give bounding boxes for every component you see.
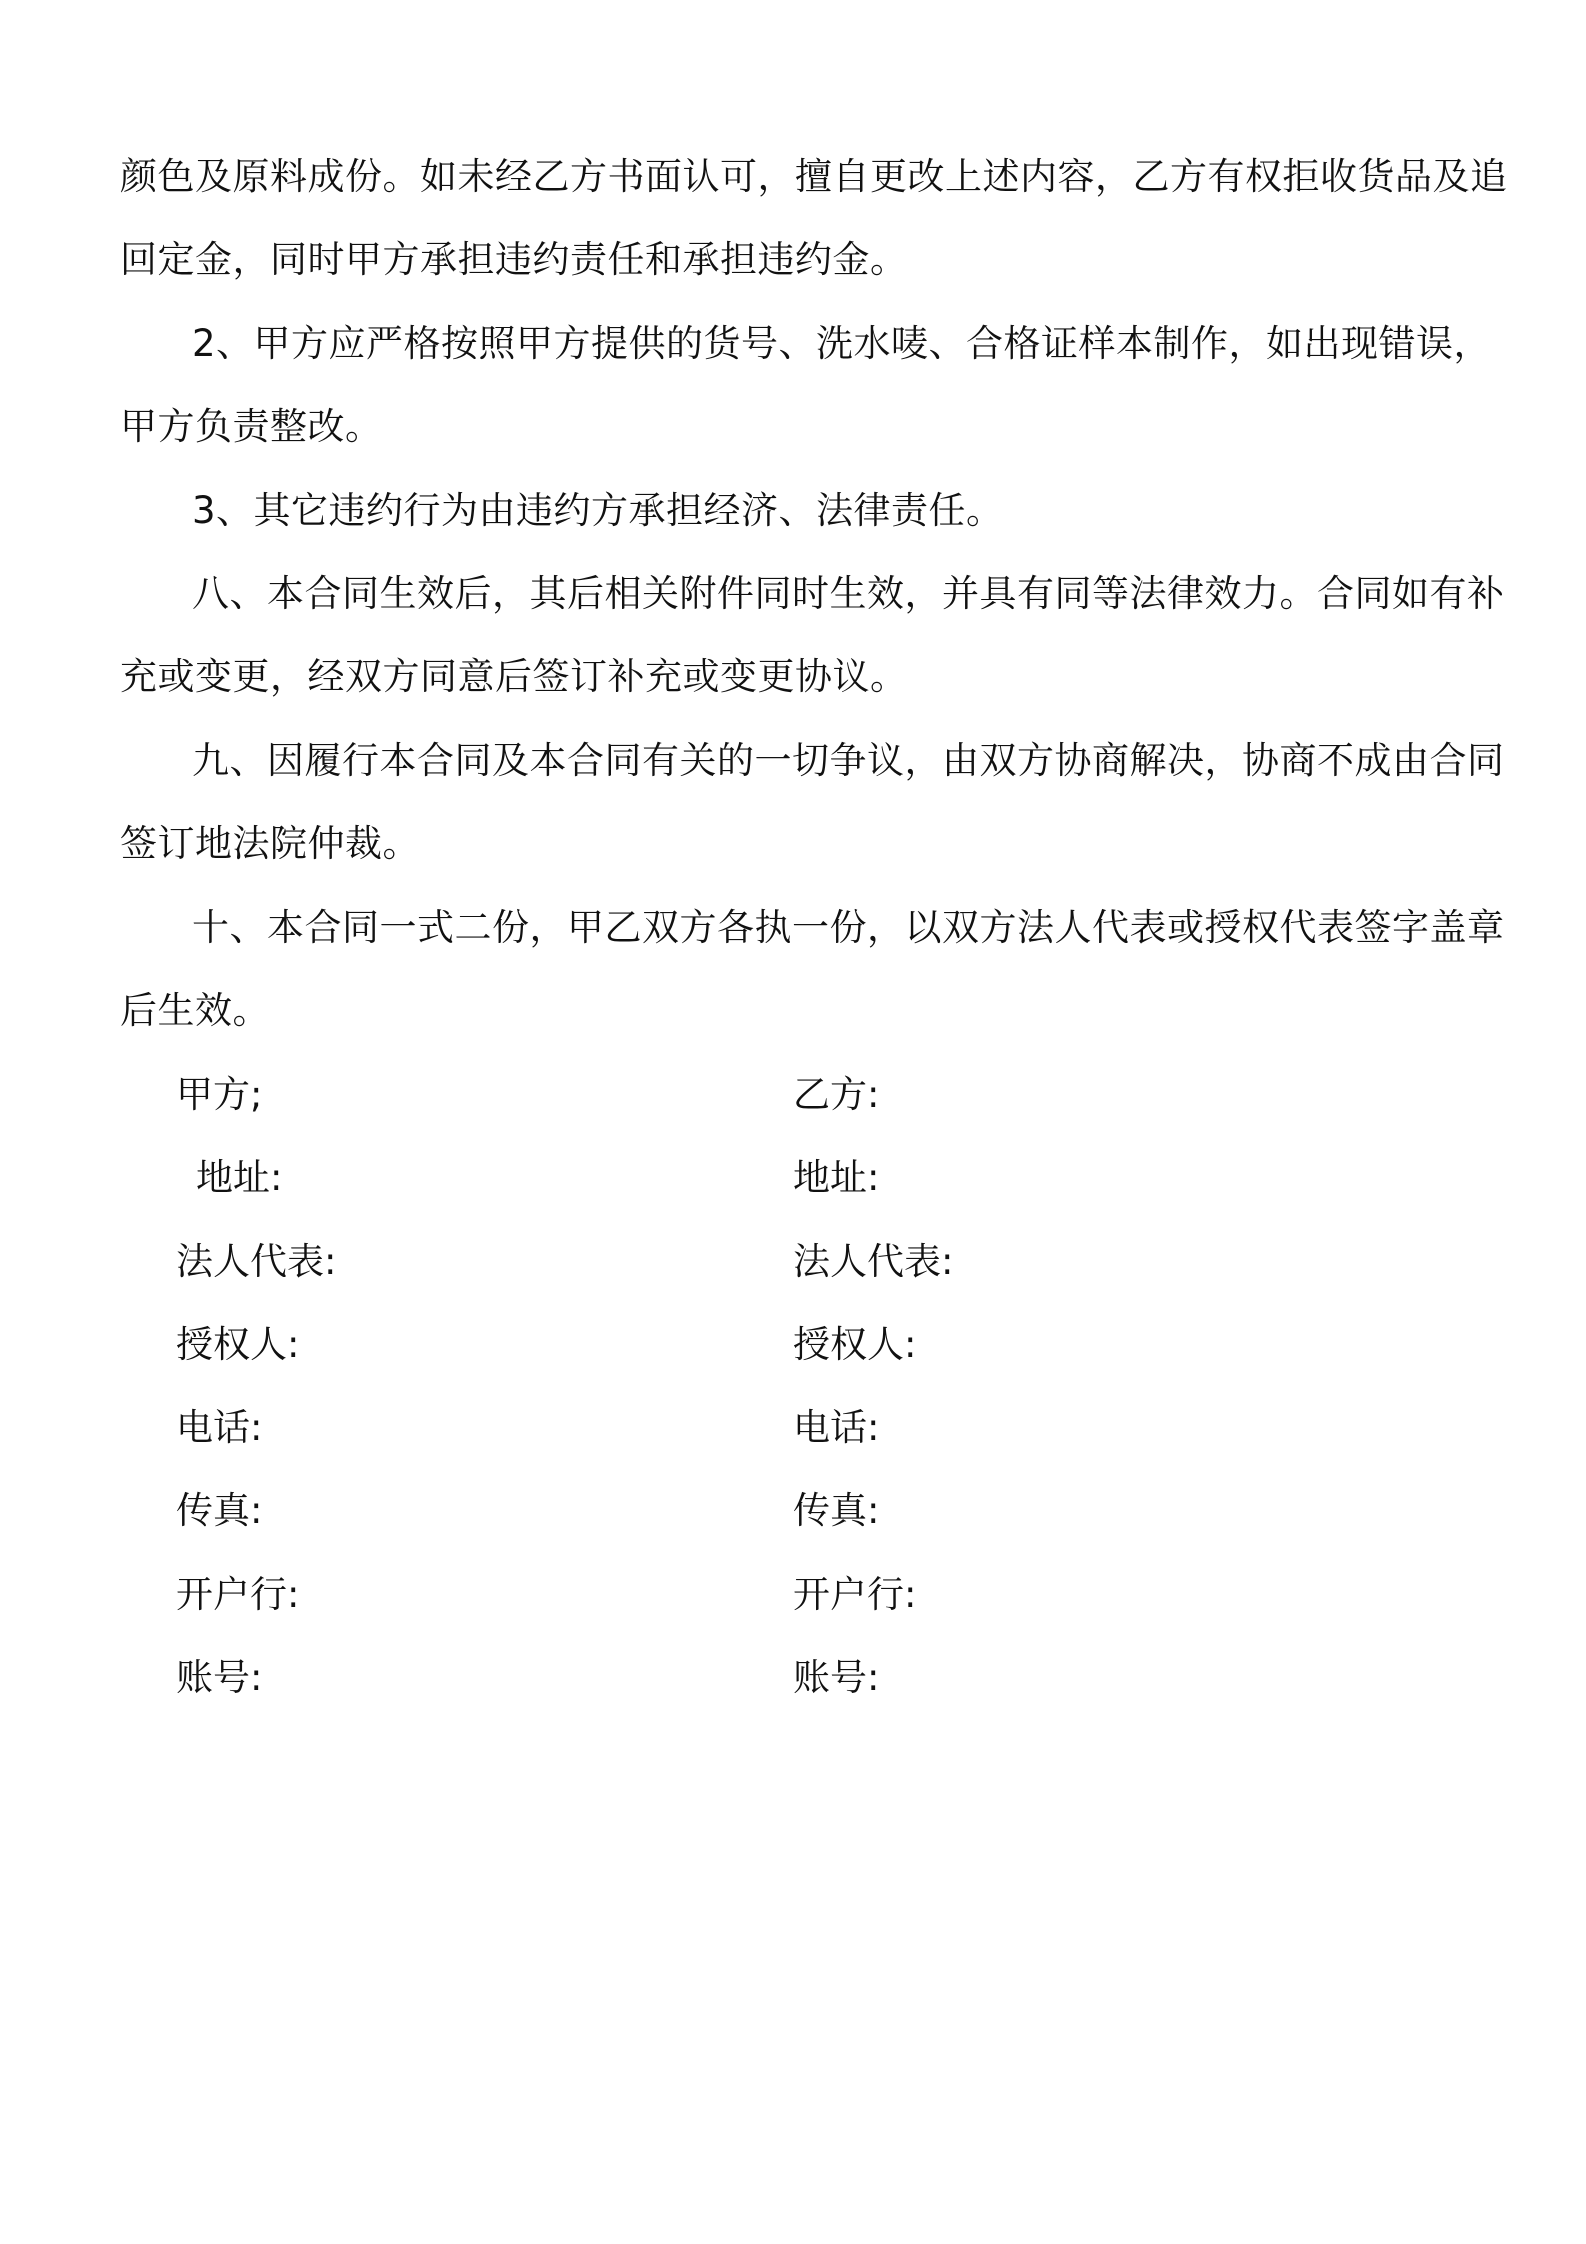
clause-10-line: 十、本合同一式二份，甲乙双方各执一份，以双方法人代表或授权代表签字盖章 (192, 906, 1505, 949)
clause-8-line: 充或变更，经双方同意后签订补充或变更协议。 (120, 655, 908, 698)
party-a-account-label: 账号: (176, 1656, 263, 1699)
party-a-address-label: 地址: (196, 1156, 283, 1199)
party-b-legal-rep-label: 法人代表: (793, 1240, 954, 1283)
party-a-phone-label: 电话: (176, 1406, 263, 1449)
clause-2-line: 甲方负责整改。 (120, 405, 383, 448)
party-b-fax-label: 传真: (793, 1489, 880, 1532)
party-a-bank-label: 开户行: (176, 1573, 300, 1616)
party-b-authorized-label: 授权人: (793, 1323, 917, 1366)
clause-3-line: 3、其它违约行为由违约方承担经济、法律责任。 (192, 489, 1004, 532)
party-b-address-label: 地址: (793, 1156, 880, 1199)
party-b-bank-label: 开户行: (793, 1573, 917, 1616)
party-a-authorized-label: 授权人: (176, 1323, 300, 1366)
paragraph-line: 回定金，同时甲方承担违约责任和承担违约金。 (120, 238, 908, 281)
clause-2-line: 2、甲方应严格按照甲方提供的货号、洗水唛、合格证样本制作，如出现错误， (192, 322, 1492, 365)
clause-8-line: 八、本合同生效后，其后相关附件同时生效，并具有同等法律效力。合同如有补 (192, 572, 1505, 615)
clause-9-line: 九、因履行本合同及本合同有关的一切争议，由双方协商解决，协商不成由合同 (192, 739, 1505, 782)
paragraph-line: 颜色及原料成份。如未经乙方书面认可，擅自更改上述内容，乙方有权拒收货品及追 (120, 155, 1508, 198)
party-b-account-label: 账号: (793, 1656, 880, 1699)
party-a-fax-label: 传真: (176, 1489, 263, 1532)
clause-9-line: 签订地法院仲裁。 (120, 822, 420, 865)
party-b-title: 乙方: (793, 1073, 880, 1116)
party-a-legal-rep-label: 法人代表: (176, 1240, 337, 1283)
clause-10-line: 后生效。 (120, 989, 270, 1032)
party-b-phone-label: 电话: (793, 1406, 880, 1449)
party-a-title: 甲方; (176, 1073, 263, 1116)
